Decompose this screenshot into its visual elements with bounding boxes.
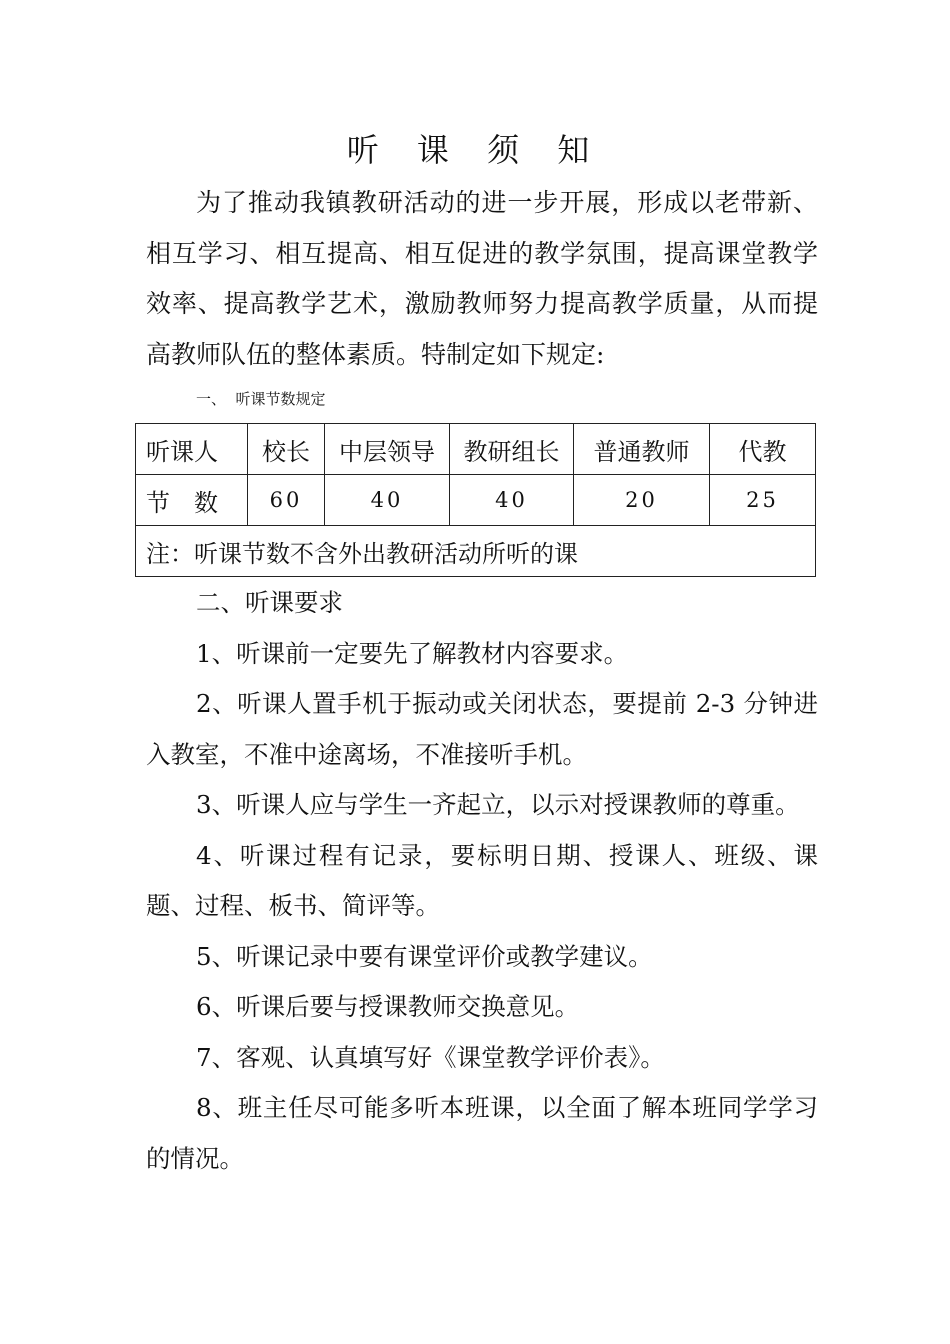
list-item: 7、客观、认真填写好《课堂教学评价表》。: [196, 1042, 665, 1072]
table-header-cell: 教研组长: [450, 424, 574, 475]
table-row: [136, 475, 816, 526]
table-cell: 40: [450, 475, 574, 526]
table-cell: 40: [325, 475, 450, 526]
list-item: 5、听课记录中要有课堂评价或教学建议。: [196, 941, 653, 971]
table-note-row: [136, 526, 816, 577]
lesson-count-table: [135, 423, 816, 577]
table-header-cell: 中层领导: [325, 424, 450, 475]
list-item: 8、班主任尽可能多听本班课，以全面了解本班同学学习的情况。: [146, 1093, 818, 1173]
page-title: 听 课 须 知: [346, 131, 604, 169]
list-item: 4、听课过程有记录，要标明日期、授课人、班级、课题、过程、板书、简评等。: [146, 840, 818, 920]
table-cell: 25: [710, 475, 816, 526]
list-item: 6、听课后要与授课教师交换意见。: [196, 992, 580, 1021]
table-note: 注：听课节数不含外出教研活动所听的课: [136, 526, 816, 577]
section1-heading: 一、 听课节数规定: [196, 390, 326, 408]
list-item: 1、听课前一定要先了解教材内容要求。: [196, 638, 629, 668]
table-cell: 60: [248, 475, 325, 526]
table-header-cell: 校长: [248, 424, 325, 475]
section2-heading: 二、听课要求: [196, 588, 343, 617]
list-item: 2、听课人置手机于振动或关闭状态，要提前 2-3 分钟进入教室，不准中途离场，不准接听手机。: [146, 689, 818, 769]
table-header-cell: 代教: [710, 424, 816, 475]
table-header-cell: 听课人: [136, 424, 248, 475]
table-header-row: [136, 424, 816, 475]
table-cell: 20: [574, 475, 710, 526]
section2: [146, 578, 818, 1184]
table-header-cell: 普通教师: [574, 424, 710, 475]
intro-paragraph: 为了推动我镇教研活动的进一步开展，形成以老带新、相互学习、相互提高、相互促进的教学氛围，提高课堂教学效率、提高教学艺术，激励教师努力提高教学质量，从而提高教师队伍的整体素质。特制定如下规定:: [146, 188, 818, 369]
table-row-label: 节 数: [136, 475, 248, 526]
list-item: 3、听课人应与学生一齐起立，以示对授课教师的尊重。: [196, 790, 800, 819]
